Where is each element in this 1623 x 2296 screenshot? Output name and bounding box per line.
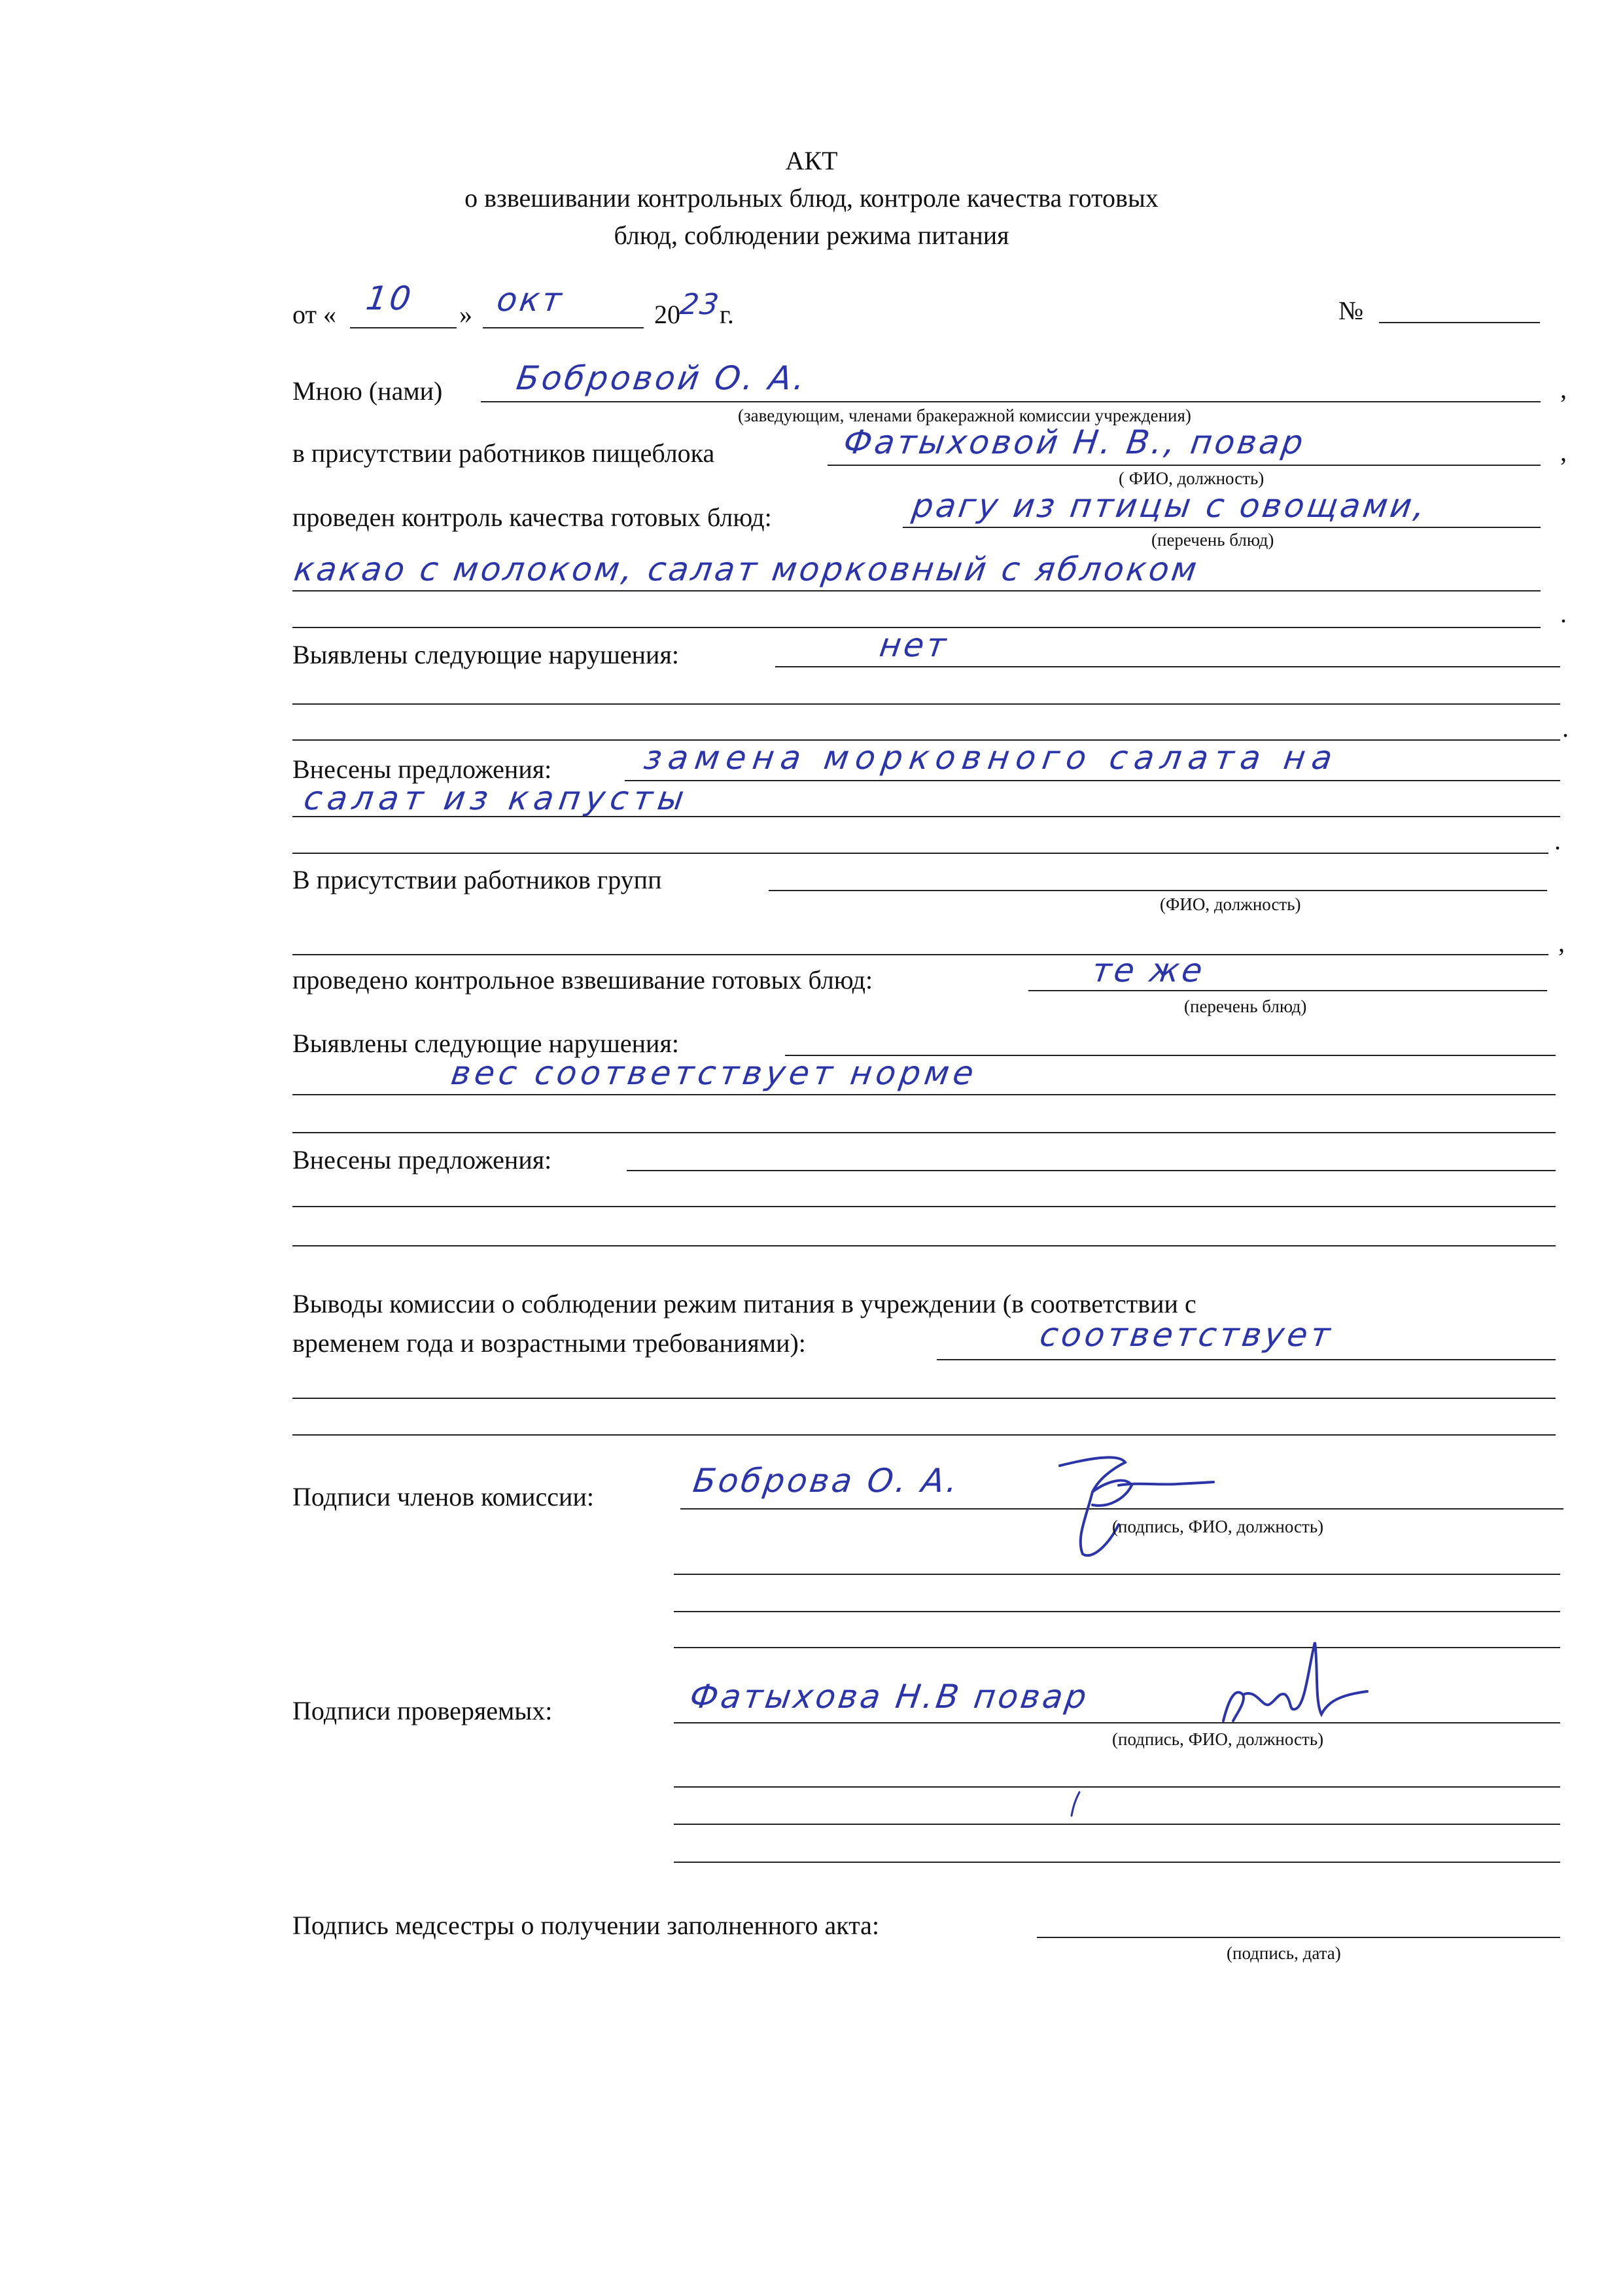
commission-signatures-line-3 — [674, 1611, 1560, 1612]
weighing-label: проведено контрольное взвешивание готовых блюд: — [292, 965, 873, 995]
inspected-signatures-line-4 — [674, 1862, 1560, 1863]
quality-control-value-2: какао с молоком, салат морковный с яблоком — [291, 550, 1202, 588]
proposals-line-2b — [292, 1206, 1556, 1207]
year-suffix: г. — [720, 300, 734, 329]
staff-label: в присутствии работников пищеблока — [292, 438, 715, 468]
inspected-signatures-line-3 — [674, 1824, 1560, 1825]
commission-signatures-value: Боброва О. А. — [690, 1462, 963, 1500]
staff-line — [828, 465, 1541, 466]
date-mid: » — [459, 300, 472, 329]
conclusions-label-2: временем года и возрастными требованиями): — [292, 1328, 806, 1358]
date-prefix: от « — [292, 300, 336, 329]
weighing-value: те же — [1089, 951, 1208, 989]
proposals-value-1b: салат из капусты — [301, 779, 692, 817]
year-value: 23 — [678, 288, 722, 321]
conclusions-label-1: Выводы комиссии о соблюдении режим питания в учреждении (в соответствии с — [292, 1289, 1196, 1318]
groups-comma: , — [1558, 928, 1565, 957]
inspected-signatures-caption: (подпись, ФИО, должность) — [1112, 1729, 1324, 1749]
quality-control-value-1: рагу из птицы с овощами, — [909, 487, 1430, 525]
quality-control-line-1 — [903, 527, 1541, 528]
document-title: АКТ — [785, 146, 838, 175]
violations-line-1a — [775, 666, 1560, 667]
violations-label-1: Выявлены следующие нарушения: — [292, 640, 679, 669]
document-subtitle-line-2: блюд, соблюдении режима питания — [614, 221, 1009, 250]
commission-signatures-label: Подписи членов комиссии: — [292, 1482, 594, 1511]
quality-control-end: . — [1560, 599, 1567, 628]
violations-value-1: нет — [877, 626, 951, 664]
number-label: № — [1338, 296, 1364, 325]
quality-control-caption: (перечень блюд) — [1151, 530, 1274, 550]
proposals-value-1a: замена морковного салата на — [641, 739, 1342, 777]
conclusions-value: соответствует — [1037, 1316, 1336, 1354]
commission-signatures-line-4 — [674, 1647, 1560, 1648]
conclusions-line-1 — [937, 1359, 1556, 1360]
commission-label: Мною (нами) — [292, 376, 443, 406]
commission-signature-mark — [1047, 1446, 1217, 1570]
nurse-signature-line — [1037, 1937, 1560, 1938]
ink-stroke-mark — [1066, 1790, 1086, 1819]
weighing-line — [1028, 990, 1547, 991]
violations-line-2b — [292, 1094, 1556, 1095]
commission-line — [481, 401, 1541, 402]
violations-end-1: . — [1562, 713, 1569, 743]
groups-line-2 — [292, 954, 1548, 955]
inspected-signatures-value: Фатыхова Н.В повар — [687, 1678, 1092, 1716]
commission-signatures-line-2 — [674, 1574, 1560, 1575]
staff-comma: , — [1560, 437, 1567, 467]
quality-control-label: проведен контроль качества готовых блюд: — [292, 503, 772, 532]
violations-value-2: вес соответствует норме — [448, 1054, 980, 1092]
groups-caption: (ФИО, должность) — [1160, 894, 1301, 914]
violations-label-2: Выявлены следующие нарушения: — [292, 1029, 679, 1058]
day-value: 10 — [363, 279, 416, 317]
proposals-line-1c — [292, 853, 1548, 854]
quality-control-line-2 — [292, 590, 1541, 592]
conclusions-line-3 — [292, 1434, 1556, 1436]
commission-caption: (заведующим, членами бракеражной комиссии учреждения) — [738, 406, 1191, 425]
month-line — [483, 327, 644, 328]
inspected-signatures-line-2 — [674, 1786, 1560, 1788]
conclusions-line-2 — [292, 1398, 1556, 1399]
proposals-label-1: Внесены предложения: — [292, 754, 552, 784]
proposals-label-2: Внесены предложения: — [292, 1145, 552, 1174]
staff-caption: ( ФИО, должность) — [1119, 468, 1265, 488]
commission-signatures-caption: (подпись, ФИО, должность) — [1112, 1517, 1324, 1536]
commission-comma: , — [1560, 374, 1567, 404]
nurse-signature-caption: (подпись, дата) — [1227, 1943, 1341, 1963]
violations-line-2c — [292, 1132, 1556, 1133]
groups-label: В присутствии работников групп — [292, 865, 662, 894]
inspected-signature-mark — [1217, 1629, 1374, 1734]
nurse-signature-label: Подпись медсестры о получении заполненного акта: — [292, 1911, 880, 1940]
proposals-line-2c — [292, 1245, 1556, 1246]
inspected-signatures-label: Подписи проверяемых: — [292, 1696, 553, 1725]
year-prefix: 20 — [654, 300, 680, 329]
number-line — [1379, 322, 1540, 323]
proposals-line-1a — [625, 780, 1560, 781]
proposals-end-1: . — [1554, 826, 1561, 855]
groups-line-1 — [769, 890, 1547, 891]
proposals-line-2a — [627, 1170, 1556, 1171]
document-subtitle-line-1: о взвешивании контрольных блюд, контроле качества готовых — [464, 183, 1159, 213]
weighing-caption: (перечень блюд) — [1184, 997, 1307, 1016]
commission-value: Бобровой О. А. — [514, 359, 810, 397]
day-line — [350, 327, 457, 328]
inspected-signatures-line-1 — [674, 1722, 1560, 1723]
staff-value: Фатыховой Н. В., повар — [841, 423, 1308, 461]
violations-line-1b — [292, 703, 1560, 705]
month-value: окт — [494, 281, 567, 319]
